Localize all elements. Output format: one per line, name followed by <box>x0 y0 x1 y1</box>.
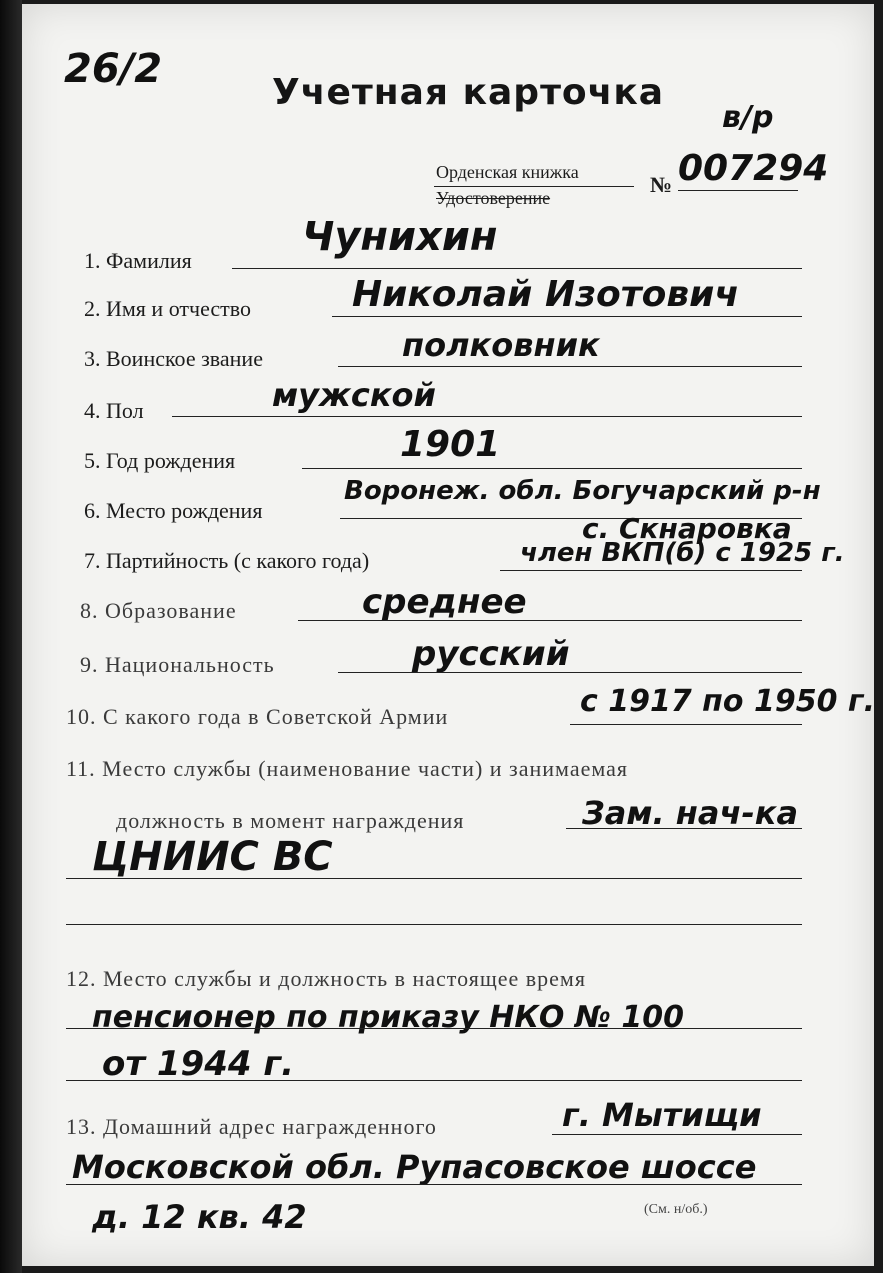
field-label-surname: 1. Фамилия <box>84 248 192 273</box>
order-book-number: 007294 <box>678 148 829 189</box>
field-value-army-since: с 1917 по 1950 г. <box>580 684 875 719</box>
field-line-home-address <box>552 1134 802 1135</box>
field-line-current-service <box>66 1028 802 1029</box>
field-line-name <box>332 316 802 317</box>
field-line-service-at-award <box>566 828 802 829</box>
doc-type-label: Орденская книжка <box>436 162 579 182</box>
field-value-birthplace-village: с. Скнаровка <box>582 512 792 545</box>
field-label-birthplace: 6. Место рождения <box>84 498 263 523</box>
field-line-army-since <box>570 724 802 725</box>
field-line-home-address-2 <box>66 1184 802 1185</box>
field-line-sex <box>172 416 802 417</box>
doc-type-struck: Удостоверение <box>436 188 551 208</box>
field-value-nationality: русский <box>412 634 570 674</box>
field-value-current-service-2: от 1944 г. <box>102 1044 295 1084</box>
field-value-name: Николай Изотович <box>352 274 740 315</box>
field-line-service-at-award-3 <box>66 924 802 925</box>
field-label-education: 8. Образование <box>80 598 237 623</box>
field-label-birth-year: 5. Год рождения <box>84 448 236 473</box>
code-mark: в/р <box>722 100 774 135</box>
field-value-home-address-3: д. 12 кв. 42 <box>92 1198 307 1236</box>
field-label-nationality: 9. Национальность <box>80 652 275 677</box>
scan-edge <box>0 0 22 1273</box>
field-value-party: член ВКП(б) с 1925 г. <box>520 538 845 568</box>
field-value-rank: полковник <box>402 326 600 364</box>
doc-type-divider <box>434 186 634 187</box>
field-value-home-address-2: Московской обл. Рупасовское шоссе <box>72 1148 757 1186</box>
field-label-service-at-award: 11. Место службы (наименование части) и занимаемая <box>66 756 629 781</box>
field-value-current-service: пенсионер по приказу НКО № 100 <box>92 1000 684 1035</box>
field-line-current-service-2 <box>66 1080 802 1081</box>
field-value-home-address: г. Мытищи <box>562 1096 762 1134</box>
field-line-birth-year <box>302 468 802 469</box>
field-line-surname <box>232 268 802 269</box>
field-value-sex: мужской <box>272 376 436 414</box>
number-line <box>678 190 798 191</box>
field-value-birthplace: Воронеж. обл. Богучарский р-н <box>344 476 821 506</box>
field-label-sex: 4. Пол <box>84 398 144 423</box>
field-label-current-service: 12. Место службы и должность в настоящее время <box>66 966 586 991</box>
field-value-service-at-award: Зам. нач-ка <box>582 794 799 832</box>
see-reverse-note: (См. н/об.) <box>644 1202 708 1217</box>
field-value-surname: Чунихин <box>302 214 498 260</box>
record-card <box>22 4 874 1266</box>
field-line-rank <box>338 366 802 367</box>
field-label-home-address: 13. Домашний адрес награжденного <box>66 1114 437 1139</box>
field-line-service-at-award-2 <box>66 878 802 879</box>
field-line-nationality <box>338 672 802 673</box>
field-label-army-since: 10. С какого года в Советской Армии <box>66 704 449 729</box>
card-title: Учетная карточка <box>272 72 665 113</box>
field-label-service-at-award-2: должность в момент награждения <box>116 808 465 833</box>
field-line-party <box>500 570 802 571</box>
field-label-name: 2. Имя и отчество <box>84 296 252 321</box>
field-label-party: 7. Партийность (с какого года) <box>84 548 370 573</box>
field-line-education <box>298 620 802 621</box>
number-sign: № <box>650 172 673 197</box>
field-value-education: среднее <box>362 582 527 622</box>
field-label-rank: 3. Воинское звание <box>84 346 263 371</box>
field-value-birth-year: 1901 <box>400 424 501 465</box>
corner-note: 26/2 <box>64 46 163 92</box>
field-value-service-at-award-2: ЦНИИС ВС <box>92 834 333 880</box>
